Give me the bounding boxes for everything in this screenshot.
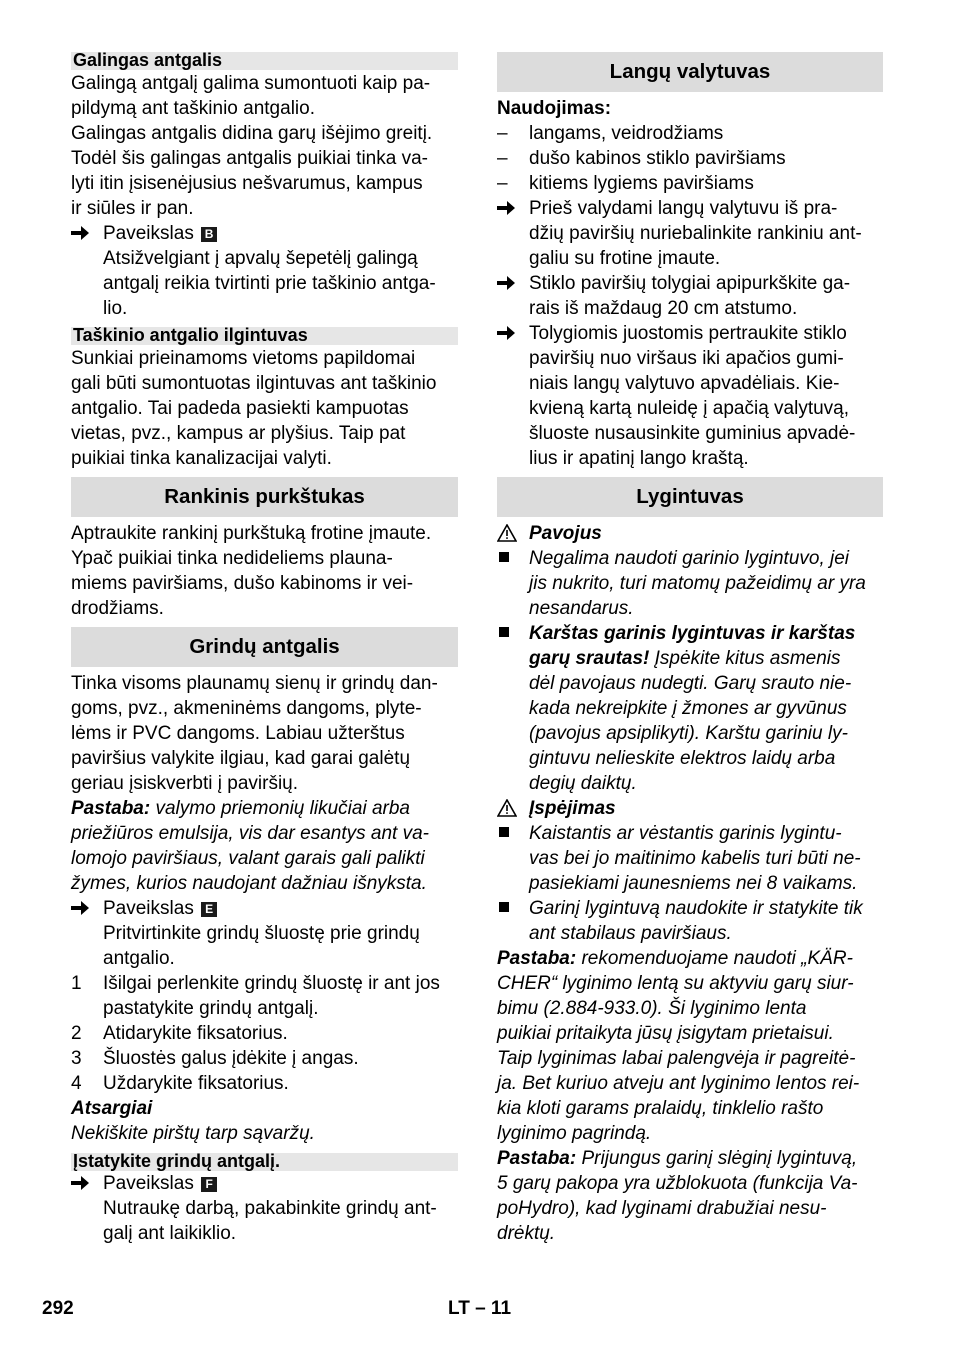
page-code: LT – 11	[448, 1298, 512, 1319]
figure-letter-badge: F	[201, 1177, 217, 1192]
note-text: Prijungus garinį slėginį lygintuvą,	[576, 1148, 858, 1169]
warning-title: Įspėjimas	[529, 798, 616, 819]
danger-line: kada nekreipkite į žmones ar gyvūnus	[529, 698, 847, 719]
step-line: Pritvirtinkite grindų šluostę prie grindų	[103, 923, 420, 944]
warning-triangle-icon	[497, 796, 527, 821]
paragraph-line: antgalio. Tai padeda pasiekti kampuotas	[71, 398, 409, 419]
note-line: lomojo paviršiaus, valant garais gali palikti	[71, 848, 425, 869]
note-line: ja. Bet kuriuo atveju ant lyginimo lentos rei-	[497, 1073, 860, 1094]
paragraph-line: miems paviršiams, dušo kabinoms ir vei-	[71, 573, 414, 594]
paragraph-line: paviršius valykite ilgiau, kad garai galėtų	[71, 748, 411, 769]
warning-line: ant stabilaus paviršiaus.	[529, 923, 732, 944]
danger-text: Įspėkite kitus asmenis	[649, 648, 841, 669]
arrow-right-icon	[71, 1171, 101, 1196]
paragraph-line: Todėl šis galingas antgalis puikiai tinka va-	[71, 148, 428, 169]
danger-line	[529, 646, 841, 671]
danger-line: Negalima naudoti garinio lygintuvo, jei	[529, 548, 850, 569]
note-line	[497, 946, 853, 971]
use-item: langams, veidrodžiams	[529, 123, 724, 144]
paragraph-line: Aptraukite rankinį purkštuką frotine įmaute.	[71, 523, 432, 544]
paragraph-line: Ypač puikiai tinka nedideliems plauna-	[71, 548, 393, 569]
step-line: lius ir apatinį lango kraštą.	[529, 448, 749, 469]
danger-line: nesandarus.	[529, 598, 634, 619]
warning-line: Garinį lygintuvą naudokite ir statykite tik	[529, 898, 863, 919]
section-galingas-antgalis-heading	[71, 52, 458, 70]
step-line: džių paviršių nuriebalinkite rankiniu ant-	[529, 223, 862, 244]
paragraph-line: pildymą ant taškinio antgalio.	[71, 98, 315, 119]
note-line: Taip lyginimas labai palengvėja ir pagreitė-	[497, 1048, 856, 1069]
use-label: Naudojimas:	[497, 98, 612, 119]
section-title: Rankinis purkštukas	[164, 485, 365, 508]
square-bullet	[497, 546, 527, 571]
section-title: Įstatykite grindų antgalį.	[73, 1151, 281, 1171]
step-line: galį ant laikiklio.	[103, 1223, 237, 1244]
section-rankinis-heading	[71, 477, 458, 517]
dash-bullet: –	[497, 123, 508, 144]
paragraph-line: vietas, pvz., kampus ar plyšius. Taip pat	[71, 423, 406, 444]
step-number: 2	[71, 1023, 82, 1044]
step-line: lio.	[103, 298, 128, 319]
section-grindu-heading	[71, 627, 458, 667]
step-line: Uždarykite fiksatorius.	[103, 1073, 289, 1094]
dash-bullet: –	[497, 148, 508, 169]
paragraph-line: gali būti sumontuotas ilgintuvas ant taškinio	[71, 373, 437, 394]
step-line: Stiklo paviršių tolygiai apipurkškite ga-	[529, 273, 851, 294]
note-line	[71, 796, 410, 821]
step-line: šluoste nusausinkite guminius apvadė-	[529, 423, 856, 444]
paragraph-line: drodžiams.	[71, 598, 164, 619]
dash-bullet: –	[497, 173, 508, 194]
note-line: bimu (2.884-933.0). Ši lyginimo lenta	[497, 998, 807, 1019]
step-line: kvieną kartą nuleidę į apačią valytuvą,	[529, 398, 850, 419]
paragraph-line: Sunkiai prieinamoms vietoms papildomai	[71, 348, 416, 369]
step-line: Tolygiomis juostomis pertraukite stiklo	[529, 323, 847, 344]
note-line: lyginimo pagrindą.	[497, 1123, 652, 1144]
step-line: Atidarykite fiksatorius.	[103, 1023, 288, 1044]
note-label: Pastaba:	[71, 798, 151, 819]
danger-title: Pavojus	[529, 523, 602, 544]
warning-line: Kaistantis ar vėstantis garinis lygintu-	[529, 823, 842, 844]
step-line: Prieš valydami langų valytuvu iš pra-	[529, 198, 838, 219]
note-line: drėktų.	[497, 1223, 556, 1244]
step-line: Šluostės galus įdėkite į angas.	[103, 1048, 359, 1069]
step-line: Atsižvelgiant į apvalų šepetėlį galingą	[103, 248, 418, 269]
figure-reference	[103, 1171, 217, 1196]
caution-title: Atsargiai	[71, 1098, 153, 1119]
caution-text: Nekiškite pirštų tarp sąvaržų.	[71, 1123, 315, 1144]
danger-line: jis nukrito, turi matomų pažeidimų ar yra	[529, 573, 866, 594]
paragraph-line: Galingą antgalį galima sumontuoti kaip pa-	[71, 73, 431, 94]
step-number: 3	[71, 1048, 82, 1069]
figure-label: Paveikslas	[103, 1173, 194, 1194]
paragraph-line: lyti itin įsisenėjusius nešvarumus, kampus	[71, 173, 423, 194]
section-langu-heading	[497, 52, 883, 92]
figure-reference	[103, 221, 217, 246]
warning-line: vas bei jo maitinimo kabelis turi būti ne-	[529, 848, 861, 869]
step-line: antgalio.	[103, 948, 175, 969]
paragraph-line: Tinka visoms plaunamų sienų ir grindų dan-	[71, 673, 438, 694]
section-title: Grindų antgalis	[189, 635, 340, 658]
step-line: rais iš maždaug 20 cm atstumo.	[529, 298, 798, 319]
square-bullet	[497, 896, 527, 921]
figure-letter-badge: E	[201, 902, 217, 917]
note-line: puikiai pritaikyta jūsų įsigytam prietaisui.	[497, 1023, 834, 1044]
section-title: Taškinio antgalio ilgintuvas	[73, 325, 308, 345]
note-text: valymo priemonių likučiai arba	[150, 798, 410, 819]
step-line: antgalį reikia tvirtinti prie taškinio antga-	[103, 273, 436, 294]
figure-label: Paveikslas	[103, 898, 194, 919]
figure-reference	[103, 896, 217, 921]
step-line: pastatykite grindų antgalį.	[103, 998, 319, 1019]
arrow-right-icon	[497, 196, 527, 221]
paragraph-line: geriau įsiskverbti į paviršių.	[71, 773, 299, 794]
warning-line: pasiekiami jaunesniems nei 8 vaikams.	[529, 873, 858, 894]
use-item: dušo kabinos stiklo paviršiams	[529, 148, 786, 169]
arrow-right-icon	[497, 321, 527, 346]
note-line: poHydro), kad lyginami drabužiai nesu-	[497, 1198, 827, 1219]
page-number: 292	[42, 1298, 74, 1319]
step-line: niais langų valytuvo apvadėliais. Kie-	[529, 373, 840, 394]
danger-line: (pavojus apsiplikyti). Karštu gariniu ly-	[529, 723, 848, 744]
step-line: galiu su frotine įmaute.	[529, 248, 721, 269]
warning-triangle-icon	[497, 521, 527, 546]
note-text: rekomenduojame naudoti „KÄR-	[576, 948, 853, 969]
use-item: kitiems lygiems paviršiams	[529, 173, 754, 194]
paragraph-line: lėms ir PVC dangoms. Labiau užterštus	[71, 723, 405, 744]
figure-letter-badge: B	[201, 227, 217, 242]
danger-line: gintuvu nelieskite elektros laidų arba	[529, 748, 836, 769]
paragraph-line: puikiai tinka kanalizacijai valyti.	[71, 448, 332, 469]
square-bullet	[497, 621, 527, 646]
step-line: paviršių nuo viršaus iki apačios gumi-	[529, 348, 844, 369]
note-line: 5 garų pakopa yra užblokuota (funkcija Va-	[497, 1173, 858, 1194]
figure-label: Paveikslas	[103, 223, 194, 244]
arrow-right-icon	[497, 271, 527, 296]
note-label: Pastaba:	[497, 948, 577, 969]
danger-bold-text: garų srautas!	[529, 648, 650, 669]
step-number: 4	[71, 1073, 82, 1094]
note-line: žymes, kurios naudojant dažniau išnyksta.	[71, 873, 427, 894]
section-title: Galingas antgalis	[73, 50, 223, 70]
section-title: Langų valytuvas	[609, 60, 771, 83]
arrow-right-icon	[71, 896, 101, 921]
note-line	[497, 1146, 857, 1171]
danger-line: degių daiktų.	[529, 773, 637, 794]
step-line: Išilgai perlenkite grindų šluostę ir ant jos	[103, 973, 440, 994]
step-number: 1	[71, 973, 82, 994]
step-line: Nutraukę darbą, pakabinkite grindų ant-	[103, 1198, 437, 1219]
danger-line: Karštas garinis lygintuvas ir karštas	[529, 623, 856, 644]
note-label: Pastaba:	[497, 1148, 577, 1169]
square-bullet	[497, 821, 527, 846]
note-line: kia kloti garams pralaidų, tinklelio rašto	[497, 1098, 824, 1119]
section-istatykite-heading	[71, 1153, 458, 1171]
danger-line: dėl pavojaus nudegti. Garų srauto nie-	[529, 673, 852, 694]
note-line: CHER“ lyginimo lentą su aktyviu garų siur-	[497, 973, 854, 994]
note-line: priežiūros emulsija, vis dar esantys ant va-	[71, 823, 429, 844]
section-title: Lygintuvas	[636, 485, 744, 508]
section-ilgintuvas-heading	[71, 327, 458, 345]
paragraph-line: goms, pvz., akmeninėms dangoms, plyte-	[71, 698, 422, 719]
section-lygintuvas-heading	[497, 477, 883, 517]
paragraph-line: Galingas antgalis didina garų išėjimo greitį.	[71, 123, 433, 144]
arrow-right-icon	[71, 221, 101, 246]
paragraph-line: ir siūles ir pan.	[71, 198, 194, 219]
